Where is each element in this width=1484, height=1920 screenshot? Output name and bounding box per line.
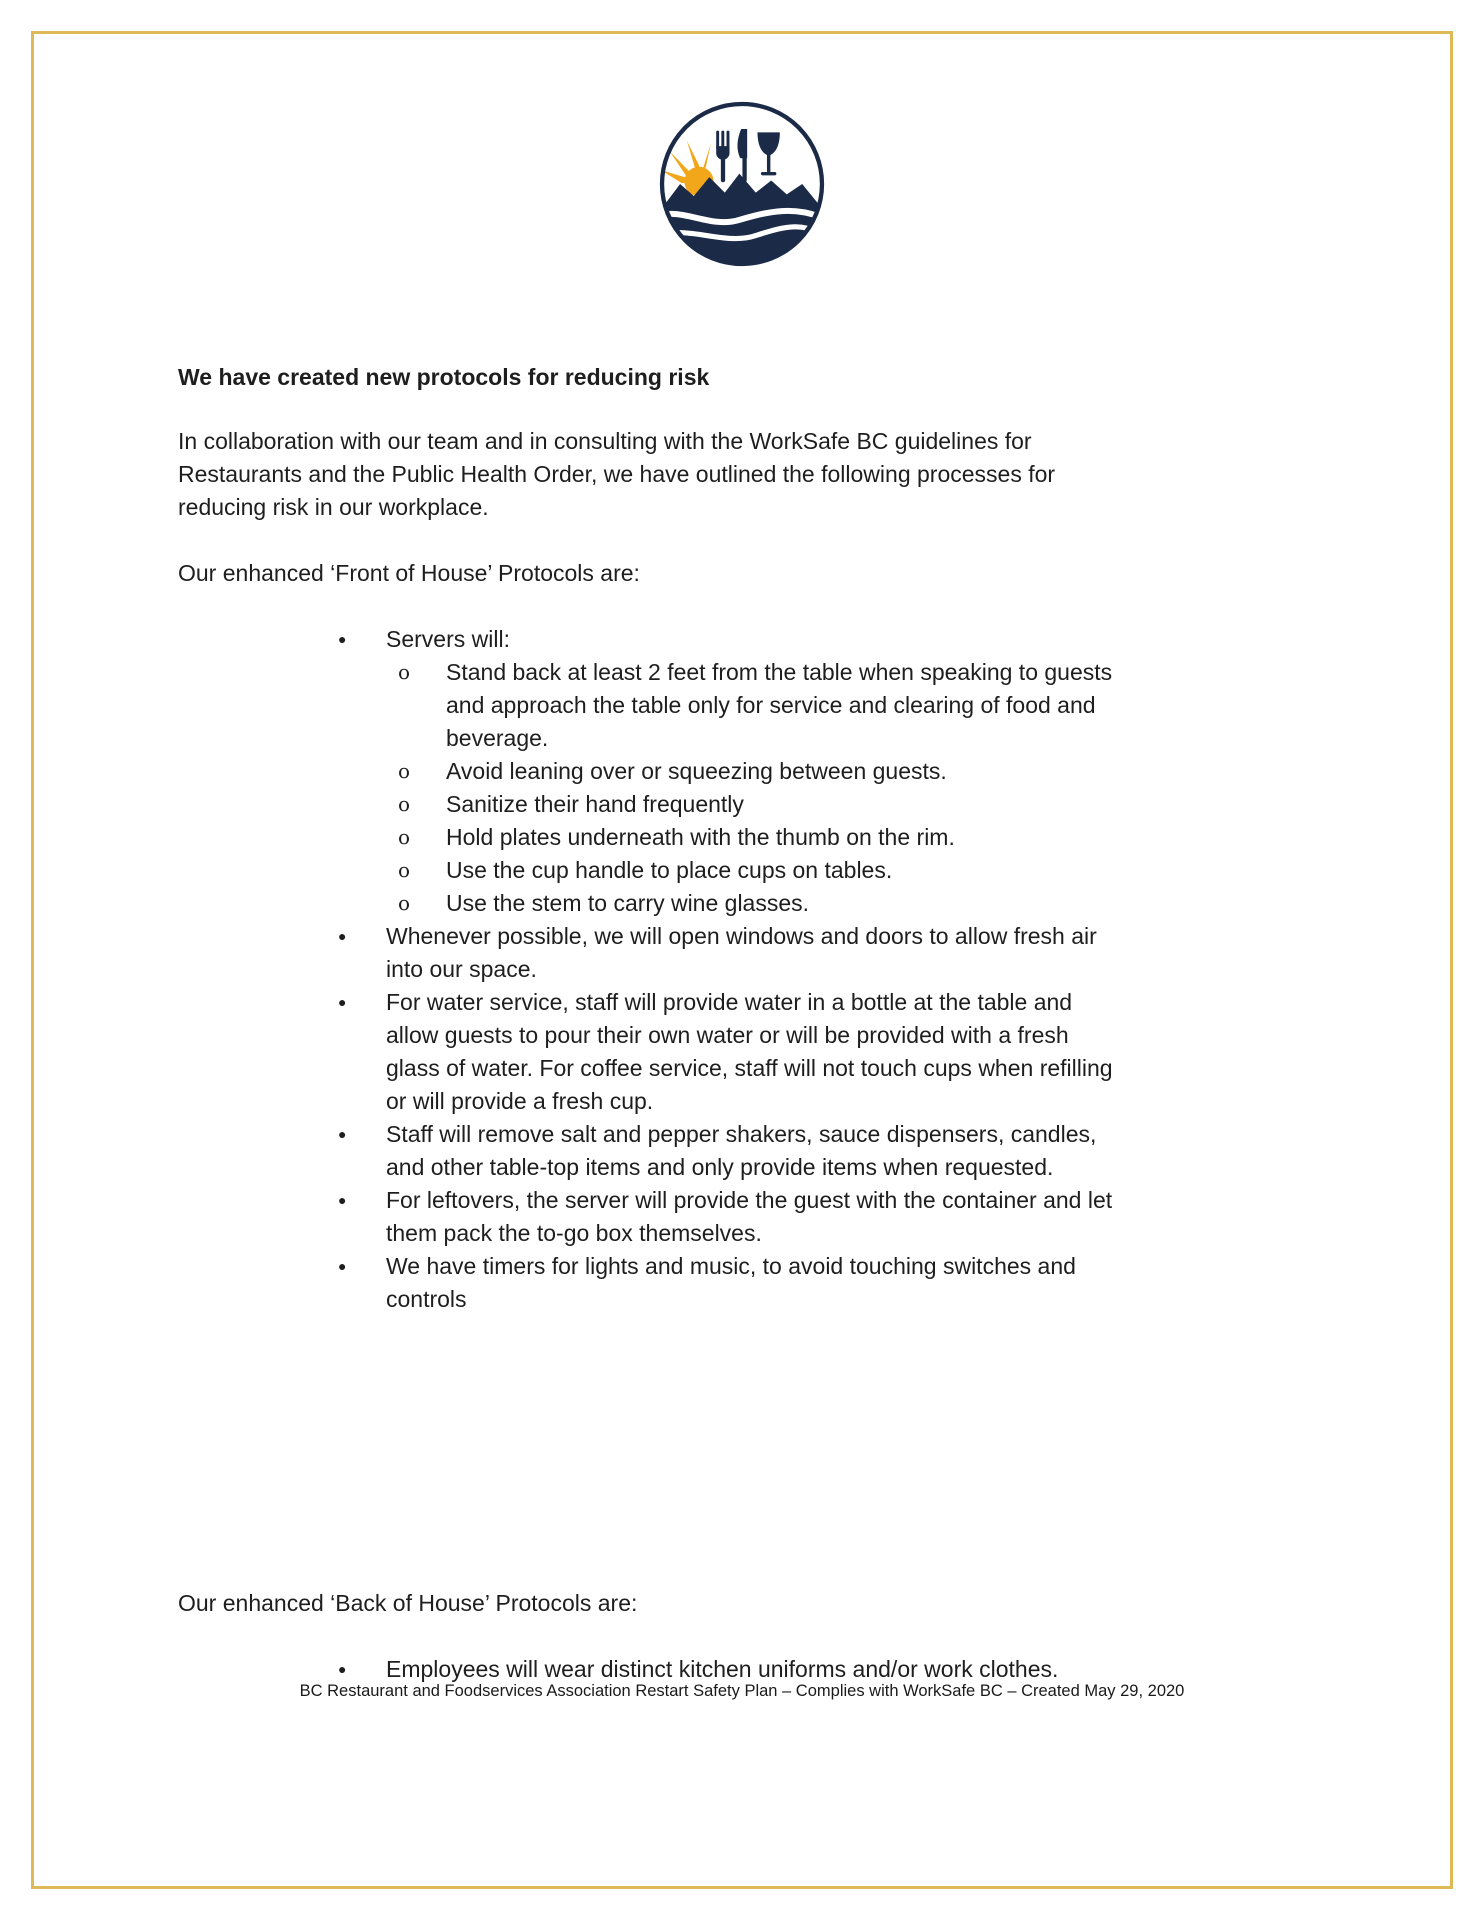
front-of-house-title: Our enhanced ‘Front of House’ Protocols are: [178,560,640,586]
sub-list-item-text: Stand back at least 2 feet from the table when speaking to guests and approach the table only for service and clearing of food and beverage. [446,659,1113,751]
intro-paragraph: In collaboration with our team and in consulting with the WorkSafe BC guidelines for Restaurants and the Public Health Order, we have outlined the following processes for reducing risk in our workplace. [178,428,1056,520]
bullet-icon: ● [338,994,347,1010]
sub-bullet-icon: o [398,792,411,816]
front-protocols-list [178,623,1123,1316]
sub-list-item [178,887,1123,920]
bullet-icon: ● [338,631,347,647]
list-item-text: Employees will wear distinct kitchen uniforms and/or work clothes. [386,1656,1059,1682]
sub-bullet-icon: o [398,825,411,849]
list-item-text: We have timers for lights and music, to avoid touching switches and controls [386,1253,1076,1312]
list-item-text: Whenever possible, we will open windows and doors to allow fresh air into our space. [386,923,1097,982]
list-item-text: Servers will: [386,626,510,652]
sub-list-item [178,821,1123,854]
sub-list-item-text: Use the stem to carry wine glasses. [446,890,810,916]
list-item-text: Staff will remove salt and pepper shakers, sauce dispensers, candles, and other table-top items and only provide items when requested. [386,1121,1097,1180]
document-heading: We have created new protocols for reducing risk [178,364,710,390]
sub-list-item [178,854,1123,887]
footer-text: BC Restaurant and Foodservices Association Restart Safety Plan – Complies with WorkSafe BC – Created May 29, 2020 [299,1682,1185,1700]
bullet-icon: ● [338,1258,347,1274]
sub-bullet-icon: o [398,891,411,915]
list-item-text: For leftovers, the server will provide the guest with the container and let them pack the to-go box themselves. [386,1187,1113,1246]
list-item [178,1184,1123,1250]
list-item [178,920,1123,986]
bullet-icon: ● [338,1192,347,1208]
sub-bullet-icon: o [398,858,411,882]
sub-bullet-icon: o [398,759,411,783]
sub-bullet-icon: o [398,660,411,684]
list-item [178,1250,1123,1316]
bullet-icon: ● [338,1661,347,1677]
list-item-text: For water service, staff will provide water in a bottle at the table and allow guests to pour their own water or will be provided with a fresh glass of water. For coffee service, staff will not touch cups when refilling or will provide a fresh cup. [386,989,1113,1114]
sub-list-item-text: Use the cup handle to place cups on tables. [446,857,893,883]
bullet-icon: ● [338,1126,347,1142]
document-page [178,0,1306,1686]
sub-list-item-text: Sanitize their hand frequently [446,791,744,817]
restaurant-logo-icon [656,98,828,270]
sub-list-item [178,788,1123,821]
sub-list-item-text: Hold plates underneath with the thumb on the rim. [446,824,955,850]
sub-list-item [178,755,1123,788]
list-item [178,1118,1123,1184]
sub-list-item [178,656,1123,755]
blank-space [178,1316,1306,1554]
back-of-house-title: Our enhanced ‘Back of House’ Protocols are: [178,1590,638,1616]
list-item [178,623,1123,656]
list-item [178,986,1123,1118]
bullet-icon: ● [338,928,347,944]
sub-list-item-text: Avoid leaning over or squeezing between guests. [446,758,947,784]
